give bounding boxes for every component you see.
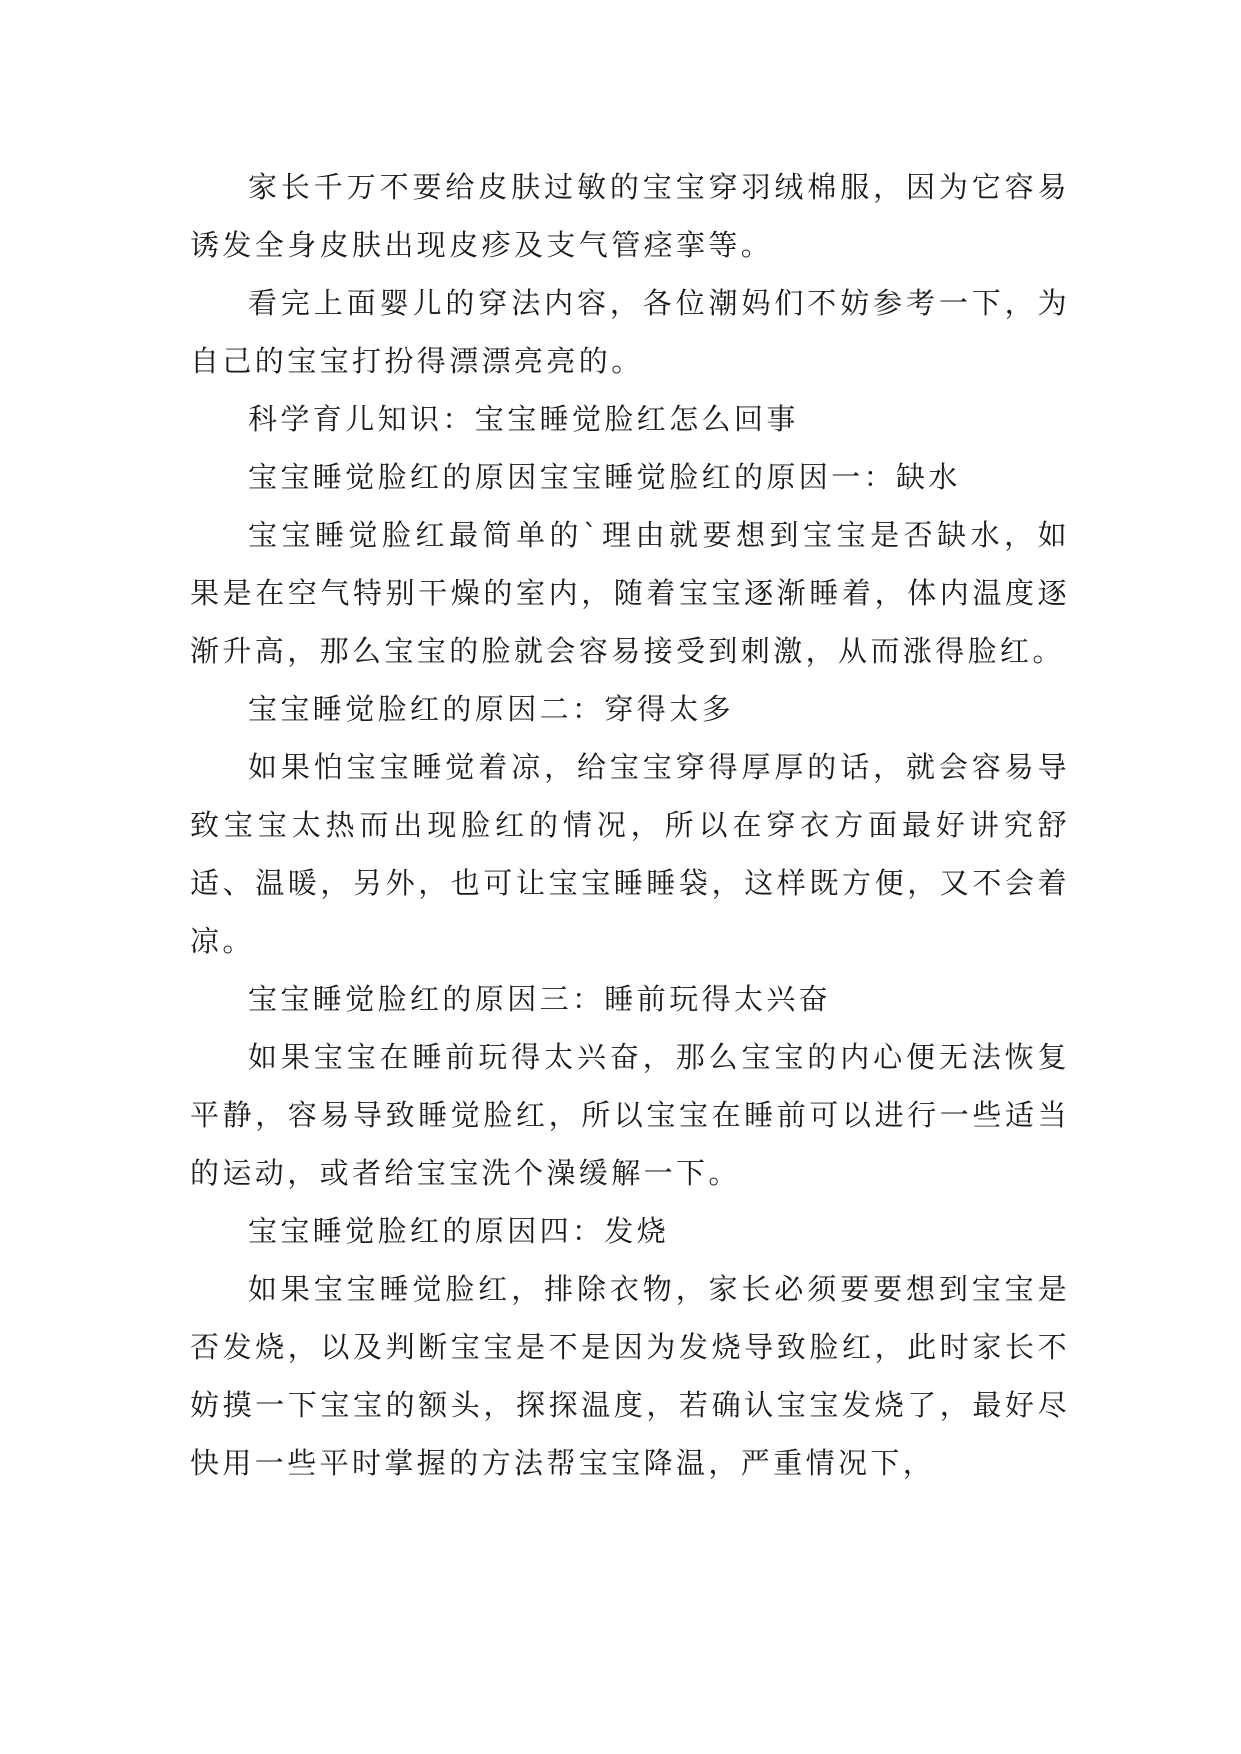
paragraph-reason-three: 如果宝宝在睡前玩得太兴奋，那么宝宝的内心便无法恢复平静，容易导致睡觉脸红，所以宝宝在睡前可以进行一些适当的运动，或者给宝宝洗个澡缓解一下。 — [190, 1040, 1070, 1190]
section-title-parenting-knowledge: 科学育儿知识：宝宝睡觉脸红怎么回事 — [248, 402, 799, 436]
subheading-reason-three: 宝宝睡觉脸红的原因三：睡前玩得太兴奋 — [248, 982, 832, 1016]
paragraph-dressing-summary: 看完上面婴儿的穿法内容，各位潮妈们不妨参考一下，为自己的宝宝打扮得漂漂亮亮的。 — [190, 286, 1070, 378]
subheading-reason-four: 宝宝睡觉脸红的原因四：发烧 — [248, 1214, 670, 1248]
paragraph-reason-four: 如果宝宝睡觉脸红，排除衣物，家长必须要要想到宝宝是否发烧，以及判断宝宝是不是因为发烧导致脸红，此时家长不妨摸一下宝宝的额头，探探温度，若确认宝宝发烧了，最好尽快用一些平时掌握的方法帮宝宝降温，严重情况下， — [190, 1272, 1070, 1480]
paragraph-down-jacket-warning: 家长千万不要给皮肤过敏的宝宝穿羽绒棉服，因为它容易诱发全身皮肤出现皮疹及支气管痉挛等。 — [190, 170, 1070, 262]
subheading-reason-two: 宝宝睡觉脸红的原因二：穿得太多 — [248, 692, 735, 726]
paragraph-reason-one: 宝宝睡觉脸红最简单的`理由就要想到宝宝是否缺水，如果是在空气特别干燥的室内，随着宝宝逐渐睡着，体内温度逐渐升高，那么宝宝的脸就会容易接受到刺激，从而涨得脸红。 — [190, 518, 1070, 668]
paragraph-reason-two: 如果怕宝宝睡觉着凉，给宝宝穿得厚厚的话，就会容易导致宝宝太热而出现脸红的情况，所以在穿衣方面最好讲究舒适、温暖，另外，也可让宝宝睡睡袋，这样既方便，又不会着凉。 — [190, 750, 1070, 958]
subheading-reason-one: 宝宝睡觉脸红的原因宝宝睡觉脸红的原因一：缺水 — [248, 460, 961, 494]
document-body — [190, 158, 1070, 1492]
